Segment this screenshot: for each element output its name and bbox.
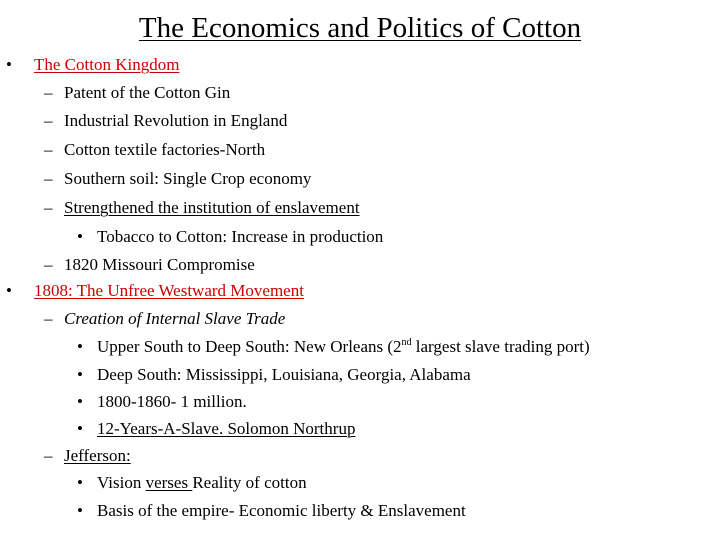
- dash-marker: –: [44, 111, 53, 130]
- bullet-marker: •: [77, 473, 83, 492]
- dash-marker: –: [44, 169, 53, 188]
- bullet-marker: •: [6, 281, 12, 300]
- dash-marker: –: [44, 140, 53, 159]
- verses-link[interactable]: verses: [145, 473, 193, 492]
- sub-item-new-orleans: [97, 336, 590, 358]
- list-item-enslavement-link[interactable]: Strengthened the institution of enslavement: [64, 198, 360, 217]
- bullet-marker: •: [77, 392, 83, 411]
- bullet-marker: •: [77, 419, 83, 438]
- sub-heading-internal-slave-trade: Creation of Internal Slave Trade: [64, 309, 286, 328]
- section-heading-cotton-kingdom[interactable]: The Cotton Kingdom: [34, 55, 180, 74]
- section-heading-unfree-westward[interactable]: 1808: The Unfree Westward Movement: [34, 281, 304, 300]
- bullet-marker: •: [77, 227, 83, 246]
- dash-marker: –: [44, 198, 53, 217]
- reality-text: Reality of cotton: [192, 473, 307, 492]
- dash-marker: –: [44, 83, 53, 102]
- ordinal-suffix: nd: [401, 337, 412, 348]
- slide-title: [0, 8, 720, 48]
- sub-item-basis-of-empire: Basis of the empire- Economic liberty & Enslavement: [97, 501, 466, 520]
- dash-marker: –: [44, 255, 53, 274]
- sub-item-deep-south-states: Deep South: Mississippi, Louisiana, Georgia, Alabama: [97, 365, 471, 384]
- list-item-southern-soil: Southern soil: Single Crop economy: [64, 169, 312, 188]
- list-item-industrial-revolution: Industrial Revolution in England: [64, 111, 288, 130]
- list-item-cotton-gin: Patent of the Cotton Gin: [64, 83, 231, 102]
- sub-item-tobacco-to-cotton: Tobacco to Cotton: Increase in production: [97, 227, 384, 246]
- list-item-missouri-compromise: 1820 Missouri Compromise: [64, 255, 255, 274]
- bullet-marker: •: [77, 365, 83, 384]
- sub-item-new-orleans-text: Upper South to Deep South: New Orleans (2: [97, 337, 402, 356]
- dash-marker: –: [44, 309, 53, 328]
- list-item-jefferson-link[interactable]: Jefferson:: [64, 446, 131, 465]
- sub-item-vision-reality: [97, 472, 307, 494]
- list-item-textile-factories: Cotton textile factories-North: [64, 140, 266, 159]
- slide-title-text: The Economics and Politics of Cotton: [138, 12, 582, 44]
- bullet-marker: •: [6, 55, 12, 74]
- sub-item-one-million: 1800-1860- 1 million.: [97, 392, 247, 411]
- sub-item-12-years-link[interactable]: 12-Years-A-Slave. Solomon Northrup: [97, 419, 356, 438]
- vision-text: Vision: [97, 473, 146, 492]
- bullet-marker: •: [77, 501, 83, 520]
- bullet-marker: •: [77, 337, 83, 356]
- sub-item-new-orleans-rest: largest slave trading port): [411, 337, 590, 356]
- dash-marker: –: [44, 446, 53, 465]
